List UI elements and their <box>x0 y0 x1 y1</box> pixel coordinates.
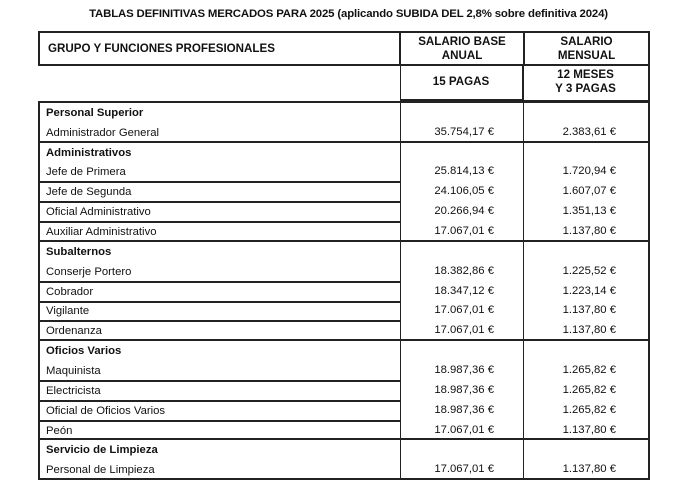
group-heading: Subalternos <box>46 245 112 258</box>
salario-base-anual-value: 17.067,01 € <box>434 225 494 238</box>
salario-mensual-value: 2.383,61 € <box>562 125 616 138</box>
salario-mensual-value: 1.137,80 € <box>562 423 616 436</box>
table-row <box>38 282 650 302</box>
salario-base-anual-value: 35.754,17 € <box>434 125 494 138</box>
role-name: Cobrador <box>46 285 94 298</box>
document-title: TABLAS DEFINITIVAS MERCADOS PARA 2025 (aplicando SUBIDA DEL 2,8% sobre definitiva 2024) <box>89 8 608 20</box>
header-12-meses-line2: Y 3 PAGAS <box>555 82 616 95</box>
salario-mensual-value: 1.225,52 € <box>562 264 616 277</box>
role-name: Jefe de Segunda <box>46 186 132 199</box>
header-salario-mensual-line2: MENSUAL <box>557 48 616 62</box>
header-grupo-funciones-label: GRUPO Y FUNCIONES PROFESIONALES <box>48 42 275 55</box>
salario-base-anual-value: 18.987,36 € <box>434 363 494 376</box>
header-15-pagas <box>400 64 524 101</box>
role-name: Ordenanza <box>46 325 102 338</box>
role-name: Jefe de Primera <box>46 166 126 179</box>
header-grupo-funciones <box>38 31 401 66</box>
table-row <box>38 163 650 183</box>
role-name: Oficial de Oficios Varios <box>46 404 166 417</box>
header-salario-base-line2: ANUAL <box>441 48 483 62</box>
salario-base-anual-value: 18.987,36 € <box>434 383 494 396</box>
table-row <box>38 460 650 480</box>
header-salario-mensual <box>523 31 650 66</box>
salario-mensual-value: 1.351,13 € <box>562 205 616 218</box>
group-heading: Administrativos <box>46 146 132 159</box>
salario-mensual-value: 1.265,82 € <box>562 383 616 396</box>
table-row <box>38 202 650 222</box>
role-name: Peón <box>46 424 73 437</box>
salario-base-anual-value: 24.106,05 € <box>434 185 494 198</box>
group-heading: Oficios Varios <box>46 345 122 358</box>
role-name: Personal de Limpieza <box>46 464 155 477</box>
role-name: Conserje Portero <box>46 265 132 278</box>
role-name: Maquinista <box>46 364 101 377</box>
header-salario-base-line1: SALARIO BASE <box>418 34 506 48</box>
header-15-pagas-label: 15 PAGAS <box>432 74 490 88</box>
group-heading: Servicio de Limpieza <box>46 444 158 457</box>
salario-mensual-value: 1.607,07 € <box>562 185 616 198</box>
salario-mensual-value: 1.137,80 € <box>562 304 616 317</box>
salario-mensual-value: 1.223,14 € <box>562 284 616 297</box>
salario-mensual-value: 1.137,80 € <box>562 324 616 337</box>
table-row <box>38 401 650 421</box>
role-name: Vigilante <box>46 305 90 318</box>
salario-mensual-value: 1.720,94 € <box>562 165 616 178</box>
salario-base-anual-value: 17.067,01 € <box>434 324 494 337</box>
role-name: Auxiliar Administrativo <box>46 226 157 239</box>
salario-base-anual-value: 20.266,94 € <box>434 205 494 218</box>
role-name: Oficial Administrativo <box>46 206 151 219</box>
salario-mensual-value: 1.265,82 € <box>562 363 616 376</box>
salario-base-anual-value: 17.067,01 € <box>434 304 494 317</box>
table-row <box>38 262 650 282</box>
header-salario-base-anual <box>400 31 524 66</box>
salario-base-anual-value: 18.347,12 € <box>434 284 494 297</box>
salario-mensual-value: 1.265,82 € <box>562 403 616 416</box>
header-12-meses-3-pagas <box>523 64 650 101</box>
role-name: Electricista <box>46 384 101 397</box>
table-row <box>38 361 650 381</box>
salario-base-anual-value: 17.067,01 € <box>434 423 494 436</box>
header-salario-mensual-line1: SALARIO <box>560 34 613 48</box>
role-name: Administrador General <box>46 126 160 139</box>
salario-base-anual-value: 17.067,01 € <box>434 463 494 476</box>
table-row <box>38 182 650 202</box>
table-row <box>38 302 650 322</box>
salario-base-anual-value: 25.814,13 € <box>434 165 494 178</box>
salario-mensual-value: 1.137,80 € <box>562 225 616 238</box>
header-12-meses-line1: 12 MESES <box>557 68 614 81</box>
salario-base-anual-value: 18.987,36 € <box>434 403 494 416</box>
table-row <box>38 381 650 401</box>
group-heading: Personal Superior <box>46 106 144 119</box>
salario-mensual-value: 1.137,80 € <box>562 463 616 476</box>
header-subrow-empty <box>38 64 401 101</box>
salario-base-anual-value: 18.382,86 € <box>434 264 494 277</box>
